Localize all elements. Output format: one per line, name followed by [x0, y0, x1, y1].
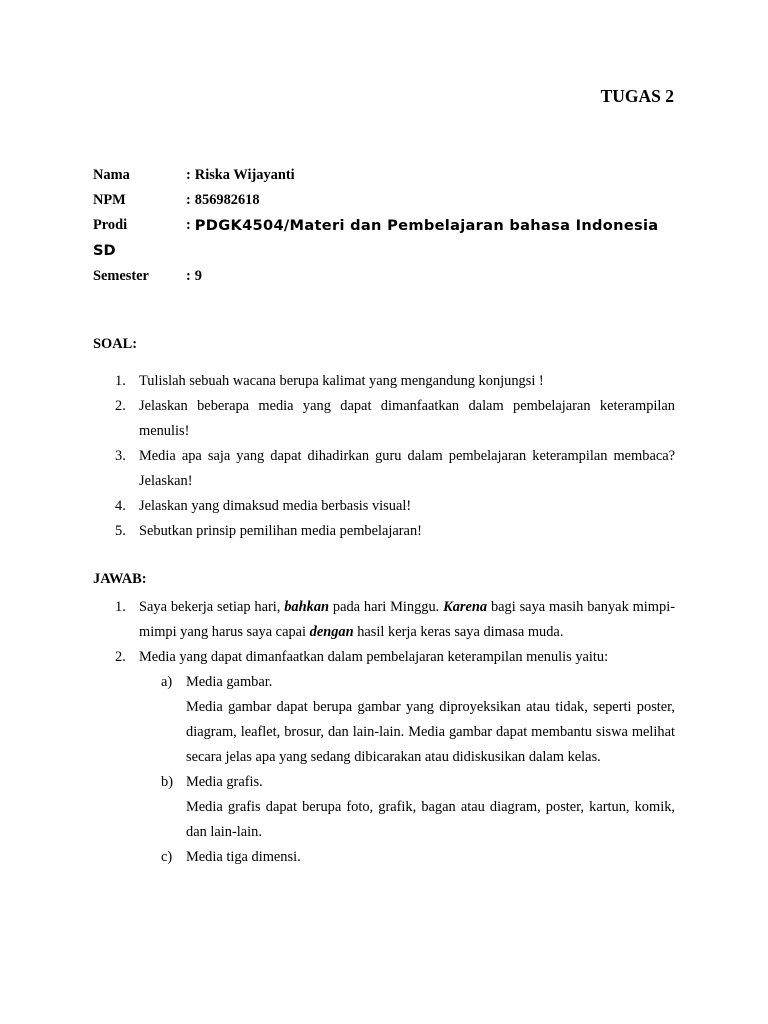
- sub-item-letter: b): [161, 774, 173, 790]
- item-number: 1.: [115, 373, 126, 389]
- separator: :: [186, 268, 191, 284]
- sub-item: [139, 670, 675, 770]
- answer-text: Saya bekerja setiap hari,: [139, 599, 285, 615]
- item-number: 2.: [115, 649, 126, 665]
- item-number: 5.: [115, 523, 126, 539]
- item-number: 1.: [115, 599, 126, 615]
- sub-item-letter: c): [161, 849, 173, 865]
- semester-value: 9: [194, 268, 202, 284]
- jawab-list: [93, 595, 675, 870]
- semester-label: Semester: [93, 268, 149, 284]
- sub-item-title: Media tiga dimensi.: [186, 849, 301, 865]
- item-text: Media apa saja yang dapat dihadirkan guru dalam pembelajaran keterampilan membaca? Jelaskan!: [139, 448, 675, 489]
- list-item: [93, 494, 675, 519]
- student-info: [93, 163, 678, 289]
- answer-item-1: [93, 595, 675, 645]
- answer-text: pada hari Minggu.: [329, 599, 444, 615]
- separator: :: [186, 167, 191, 183]
- answer-item-2: [93, 645, 675, 870]
- info-row-npm: [93, 188, 678, 213]
- conjunction-dengan: dengan: [309, 624, 354, 640]
- sub-item-desc: Media gambar dapat berupa gambar yang diproyeksikan atau tidak, seperti poster, diagram, leaflet, brosur, dan lain-lain. Media gambar dapat membantu siswa melihat secara jelas apa yang sedang dibicarakan atau didiskusikan dalam kelas.: [186, 699, 675, 765]
- info-row-semester: [93, 264, 678, 289]
- sub-item-letter: a): [161, 674, 173, 690]
- conjunction-karena: Karena: [443, 599, 488, 615]
- conjunction-bahkan: bahkan: [284, 599, 330, 615]
- sub-item: [139, 845, 675, 870]
- sub-item-title: Media grafis.: [186, 774, 263, 790]
- item-text: Tulislah sebuah wacana berupa kalimat yang mengandung konjungsi !: [139, 373, 544, 389]
- list-item: [93, 519, 675, 544]
- list-item: [93, 369, 675, 394]
- sub-item-desc: Media grafis dapat berupa foto, grafik, bagan atau diagram, poster, kartun, komik, dan lain-lain.: [186, 799, 675, 840]
- page-title: TUGAS 2: [600, 86, 674, 106]
- answer-intro: Media yang dapat dimanfaatkan dalam pembelajaran keterampilan menulis yaitu:: [139, 649, 609, 665]
- sub-item: [139, 770, 675, 845]
- list-item: [93, 394, 675, 444]
- answer-text: hasil kerja keras saya dimasa muda.: [353, 624, 564, 640]
- npm-value: 856982618: [194, 192, 260, 208]
- item-text: Jelaskan yang dimaksud media berbasis visual!: [139, 498, 412, 514]
- item-text: Sebutkan prinsip pemilihan media pembelajaran!: [139, 523, 422, 539]
- answer-text: bagi saya masih banyak mimpi-mimpi yang harus saya capai: [139, 599, 675, 640]
- item-number: 2.: [115, 398, 126, 414]
- nama-value: Riska Wijayanti: [194, 167, 295, 183]
- list-item: [93, 444, 675, 494]
- prodi-value-continued: SD: [93, 242, 116, 259]
- media-sublist: [139, 670, 675, 870]
- separator: :: [186, 192, 191, 208]
- prodi-label: Prodi: [93, 217, 128, 233]
- separator: :: [186, 217, 191, 233]
- prodi-value: PDGK4504/Materi dan Pembelajaran bahasa Indonesia: [194, 217, 659, 234]
- item-number: 4.: [115, 498, 126, 514]
- sub-item-title: Media gambar.: [186, 674, 273, 690]
- soal-heading: SOAL:: [93, 336, 137, 352]
- info-row-prodi: [93, 213, 678, 238]
- soal-list: [93, 369, 675, 544]
- item-text: Jelaskan beberapa media yang dapat dimanfaatkan dalam pembelajaran keterampilan menulis!: [139, 398, 675, 439]
- jawab-heading: JAWAB:: [93, 571, 147, 587]
- nama-label: Nama: [93, 167, 130, 183]
- npm-label: NPM: [93, 192, 126, 208]
- item-number: 3.: [115, 448, 126, 464]
- info-row-nama: [93, 163, 678, 188]
